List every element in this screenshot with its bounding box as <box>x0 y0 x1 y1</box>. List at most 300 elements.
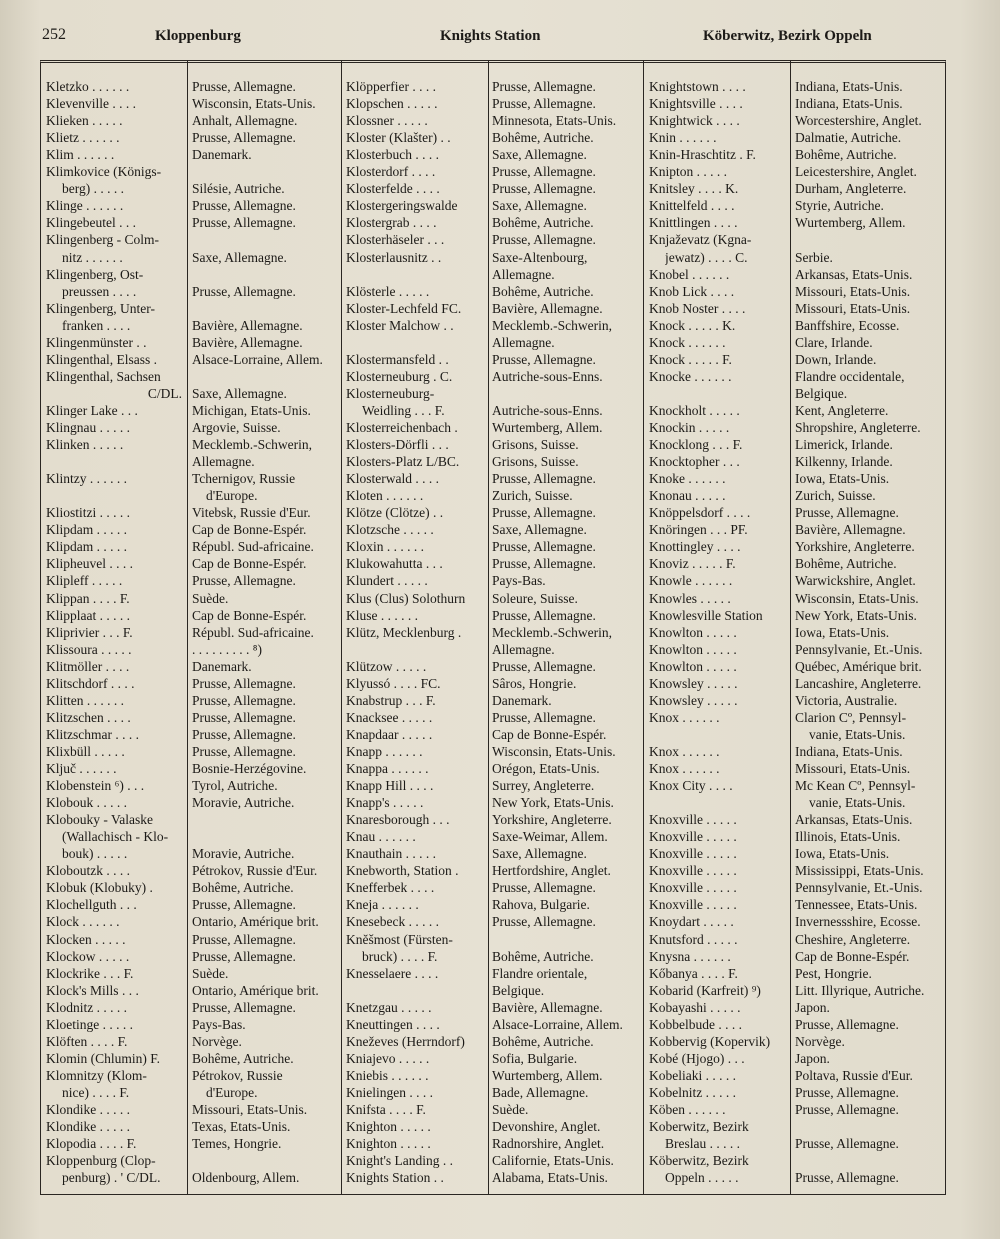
place-location: Prusse, Allemagne. <box>192 215 296 231</box>
place-name: Knifsta . . . . F. <box>346 1102 426 1117</box>
place-location: Tyrol, Autriche. <box>192 778 278 794</box>
place-name: Klissoura . . . . . <box>46 641 132 657</box>
place-location: Prusse, Allemagne. <box>795 505 899 521</box>
place-location: Missouri, Etats-Unis. <box>795 283 911 299</box>
place-name: Klobuk (Klobuky) . <box>46 880 153 896</box>
place-location: Prusse, Allemagne. <box>192 743 296 759</box>
place-name: Koberwitz, Bezirk <box>649 1119 749 1135</box>
place-location: Bavière, Allemagne. <box>492 300 603 316</box>
page-number: 252 <box>42 26 66 43</box>
place-location: Cap de Bonne-Espér. <box>192 556 307 572</box>
header-middle-entry: Knights Station <box>440 28 541 44</box>
place-location: Oldenbourg, Allem. <box>192 1170 300 1186</box>
place-location: Allemagne. <box>492 266 555 282</box>
place-name: Klosterlausnitz . . <box>346 249 442 265</box>
place-name: Knocklong . . . F. <box>649 437 743 453</box>
place-location: New York, Etats-Unis. <box>492 795 614 811</box>
place-name: Knightsville . . . . <box>649 96 743 112</box>
place-location: Pennsylvanie, Et.-Unis. <box>795 880 923 896</box>
place-location: Sofia, Bulgarie. <box>492 1050 578 1066</box>
place-name: Knockholt . . . . . <box>649 402 740 418</box>
place-location: Tchernigov, Russie <box>192 471 296 487</box>
place-location: Leicestershire, Anglet. <box>795 164 917 180</box>
place-location: Kent, Angleterre. <box>795 402 889 418</box>
place-name: Klingenmünster . . <box>46 334 147 350</box>
place-name: Klosterhäseler . . . <box>346 232 445 248</box>
place-name: Klöpperfier . . . . <box>346 79 436 94</box>
place-location: Saxe, Allemagne. <box>192 249 287 265</box>
place-name: jewatz) . . . . C. <box>665 249 748 265</box>
place-name: Knappa . . . . . . <box>346 761 429 776</box>
place-name: Klingenberg, Ost- <box>46 266 144 282</box>
place-name: Klixbüll . . . . . <box>46 743 125 759</box>
place-name: Klimkovice (Königs- <box>46 164 162 180</box>
place-name: Kobbervig (Kopervik) <box>649 1033 771 1049</box>
place-name: Klitten . . . . . . <box>46 692 124 708</box>
place-name: Knapp Hill . . . . <box>346 778 434 794</box>
place-location: Prusse, Allemagne. <box>795 1102 899 1117</box>
place-location: Bohême, Autriche. <box>795 556 897 572</box>
place-location: Prusse, Allemagne. <box>795 1136 899 1152</box>
place-location: Bohême, Autriche. <box>192 1050 294 1066</box>
place-location: Flandre orientale, <box>492 965 588 981</box>
place-name: Knĕšmost (Fürsten- <box>346 931 453 947</box>
place-name: Knottingley . . . . <box>649 539 741 555</box>
place-location: Indiana, Etats-Unis. <box>795 96 903 112</box>
place-name: Klopodia . . . . F. <box>46 1136 137 1152</box>
place-name: Knysna . . . . . . <box>649 948 731 964</box>
place-name: Knutsford . . . . . <box>649 931 738 947</box>
place-name: Knoydart . . . . . <box>649 914 734 930</box>
place-name: Knox . . . . . . <box>649 761 720 776</box>
place-location: Prusse, Allemagne. <box>492 880 596 896</box>
place-location: Mississippi, Etats-Unis. <box>795 863 924 879</box>
place-name: Klingnau . . . . . <box>46 420 130 435</box>
place-name: Weidling . . . F. <box>362 402 445 418</box>
place-location: Prusse, Allemagne. <box>492 79 596 94</box>
place-name: Kobayashi . . . . . <box>649 999 741 1015</box>
place-name: Knox . . . . . . <box>649 709 720 725</box>
place-name: Knjaževatz (Kgna- <box>649 232 752 248</box>
place-location: Bohême, Autriche. <box>795 147 897 163</box>
place-location: Saxe, Allemagne. <box>492 198 587 214</box>
place-name: Knocke . . . . . . <box>649 368 732 384</box>
place-name: Klevenville . . . . <box>46 96 136 112</box>
place-name: Oppeln . . . . . <box>665 1170 739 1186</box>
place-name: Knitsley . . . . K. <box>649 181 739 197</box>
place-name: Klipleff . . . . . <box>46 573 123 589</box>
place-location: Lancashire, Angleterre. <box>795 675 922 691</box>
place-name: Klockrike . . . F. <box>46 965 134 981</box>
place-name: Klütz, Mecklenburg . <box>346 624 462 640</box>
place-location: Rahova, Bulgarie. <box>492 897 590 913</box>
place-name: (Wallachisch - Klo- <box>62 829 169 845</box>
place-name: Klus (Clus) Solothurn <box>346 590 466 606</box>
place-location: Orégon, Etats-Unis. <box>492 761 600 776</box>
place-name: Knesebeck . . . . . <box>346 914 439 930</box>
place-name: Knapdaar . . . . . <box>346 726 433 742</box>
place-name: Kloboutzk . . . . <box>46 863 130 879</box>
place-name: Köben . . . . . . <box>649 1102 726 1117</box>
page-header <box>0 22 1000 52</box>
place-location: Prusse, Allemagne. <box>492 539 596 555</box>
place-location: Clare, Irlande. <box>795 334 873 350</box>
place-name: Klingenberg - Colm- <box>46 232 159 248</box>
place-name: Knox City . . . . <box>649 778 733 794</box>
place-name: Kobeliaki . . . . . <box>649 1067 736 1083</box>
place-location: Norvège. <box>192 1033 242 1049</box>
place-location: Indiana, Etats-Unis. <box>795 743 903 759</box>
place-location: d'Europe. <box>206 1084 258 1100</box>
place-location: Wisconsin, Etats-Unis. <box>192 96 316 112</box>
place-name: Klosterneuburg . C. <box>346 368 453 384</box>
place-location: Bosnie-Herzégovine. <box>192 761 307 776</box>
place-location: Suède. <box>492 1102 529 1117</box>
place-name: Knoke . . . . . . <box>649 471 726 487</box>
place-location: Ontario, Amérique brit. <box>192 914 319 930</box>
place-location: vanie, Etats-Unis. <box>809 795 906 811</box>
place-name: Klinken . . . . . <box>46 437 124 453</box>
place-name: Kobbelbude . . . . <box>649 1016 742 1032</box>
place-name: Klipplaat . . . . . <box>46 607 130 623</box>
place-name: Klosterwald . . . . <box>346 471 439 487</box>
place-location: Saxe, Allemagne. <box>192 385 287 401</box>
place-name: Knocktopher . . . <box>649 454 740 470</box>
place-location: Ontario, Amérique brit. <box>192 982 319 998</box>
place-name: Knoxville . . . . . <box>649 846 737 862</box>
place-name: Knacksee . . . . . <box>346 709 433 725</box>
place-location: Victoria, Australie. <box>795 692 898 708</box>
place-name: Knin-Hraschtitz . F. <box>649 147 756 163</box>
place-name: Kloetinge . . . . . <box>46 1016 133 1032</box>
place-location: Prusse, Allemagne. <box>192 573 296 589</box>
place-location: Prusse, Allemagne. <box>192 999 296 1015</box>
place-name: Klitmöller . . . . <box>46 658 130 674</box>
place-location: Bohême, Autriche. <box>492 1033 594 1049</box>
place-location: Danemark. <box>192 658 252 674</box>
place-location: Prusse, Allemagne. <box>192 897 296 913</box>
place-name: nice) . . . . F. <box>62 1084 130 1100</box>
place-name: Klomin (Chlumin) F. <box>46 1050 161 1066</box>
place-name: Knefferbek . . . . <box>346 880 435 896</box>
place-location: Surrey, Angleterre. <box>492 778 595 794</box>
place-name: Klingenthal, Elsass . <box>46 351 157 367</box>
place-name: Klöften . . . . F. <box>46 1033 128 1049</box>
header-last-entry: Köberwitz, Bezirk Oppeln <box>703 28 872 44</box>
place-location: Grisons, Suisse. <box>492 454 579 470</box>
place-name: Klosterneuburg- <box>346 385 435 401</box>
place-location: Prusse, Allemagne. <box>492 471 596 487</box>
place-location: Autriche-sous-Enns. <box>492 368 603 384</box>
place-location: Missouri, Etats-Unis. <box>795 761 911 776</box>
place-location: Yorkshire, Angleterre. <box>795 539 915 555</box>
place-name: Knau . . . . . . <box>346 829 416 845</box>
place-location: Alsace-Lorraine, Allem. <box>492 1016 623 1032</box>
place-name: Knightstown . . . . <box>649 79 746 94</box>
place-location: Bavière, Allemagne. <box>192 334 303 350</box>
place-location: Danemark. <box>192 147 252 163</box>
place-location: Iowa, Etats-Unis. <box>795 471 890 487</box>
place-name: Klostergeringswalde <box>346 198 458 214</box>
place-location: Prusse, Allemagne. <box>795 1170 899 1186</box>
place-name: Knoxville . . . . . <box>649 829 737 845</box>
place-location: Michigan, Etats-Unis. <box>192 402 311 418</box>
place-location: Allemagne. <box>492 334 555 350</box>
place-name: Knapp . . . . . . <box>346 743 423 759</box>
place-name: Knoxville . . . . . <box>649 812 737 828</box>
place-location: Flandre occidentale, <box>795 368 905 384</box>
place-location: Prusse, Allemagne. <box>492 505 596 521</box>
place-name: Knob Noster . . . . <box>649 300 746 316</box>
place-name: Knoxville . . . . . <box>649 897 737 913</box>
place-location: Prusse, Allemagne. <box>192 948 296 964</box>
place-name: Kobé (Hjogo) . . . <box>649 1050 745 1066</box>
place-location: Bohême, Autriche. <box>492 283 594 299</box>
place-name: Knabstrup . . . F. <box>346 692 436 708</box>
place-name: Knin . . . . . . <box>649 130 717 146</box>
place-location: Wisconsin, Etats-Unis. <box>795 590 919 606</box>
place-name: Klingenthal, Sachsen <box>46 368 161 384</box>
place-location: Prusse, Allemagne. <box>795 1016 899 1032</box>
place-location: Saxe-Altenbourg, <box>492 249 588 265</box>
place-name: Klossner . . . . . <box>346 113 428 129</box>
place-name: Knoviz . . . . . F. <box>649 556 736 572</box>
place-name: Kniajevo . . . . . <box>346 1050 430 1066</box>
place-name: Klotzsche . . . . . <box>346 522 434 538</box>
place-name: Kneuttingen . . . . <box>346 1016 440 1032</box>
place-name: Kliprivier . . . F. <box>46 624 133 640</box>
place-name: Knipton . . . . . <box>649 164 728 180</box>
place-location: Cap de Bonne-Espér. <box>192 522 307 538</box>
place-location: Danemark. <box>492 692 552 708</box>
place-location: Pétrokov, Russie <box>192 1067 283 1083</box>
place-location: Iowa, Etats-Unis. <box>795 624 890 640</box>
place-name: Knighton . . . . . <box>346 1119 431 1135</box>
place-name: Knielingen . . . . <box>346 1084 433 1100</box>
place-location: Bohême, Autriche. <box>492 948 594 964</box>
place-name: Knock . . . . . . <box>649 334 726 350</box>
place-name: Klosters-Dörfli . . . <box>346 437 449 453</box>
place-location: Wurtemberg, Allem. <box>795 215 906 231</box>
place-location: Missouri, Etats-Unis. <box>192 1102 308 1117</box>
place-location: Pennsylvanie, Et.-Unis. <box>795 641 923 657</box>
place-location: Cheshire, Angleterre. <box>795 931 911 947</box>
place-name: Klodnitz . . . . . <box>46 999 127 1015</box>
place-name: Klinge . . . . . . <box>46 198 124 214</box>
place-location: Suède. <box>192 965 229 981</box>
place-location: Allemagne. <box>192 454 255 470</box>
place-name: Klondike . . . . . <box>46 1119 130 1135</box>
place-name: Klipdam . . . . . <box>46 539 127 555</box>
place-name: Klundert . . . . . <box>346 573 428 589</box>
place-name: Knoxville . . . . . <box>649 863 737 879</box>
place-name: Knowle . . . . . . <box>649 573 733 589</box>
place-location: Prusse, Allemagne. <box>492 351 596 367</box>
place-location: Serbie. <box>795 249 833 265</box>
place-location: Limerick, Irlande. <box>795 437 893 453</box>
place-location: Pétrokov, Russie d'Eur. <box>192 863 318 879</box>
place-name: Klosterfelde . . . . <box>346 181 440 197</box>
place-name: Kluse . . . . . . <box>346 607 418 623</box>
place-location: Kilkenny, Irlande. <box>795 454 893 470</box>
place-location: Prusse, Allemagne. <box>192 198 296 214</box>
column-divider <box>341 60 342 1195</box>
place-location: . . . . . . . . . ⁸) <box>192 641 262 657</box>
place-name: Kőbanya . . . . F. <box>649 965 738 981</box>
place-location: Alsace-Lorraine, Allem. <box>192 351 323 367</box>
place-name: Klukowahutta . . . <box>346 556 443 572</box>
place-location: Prusse, Allemagne. <box>192 675 296 691</box>
place-location: Républ. Sud-africaine. <box>192 539 314 555</box>
place-name: Kobarid (Karfreit) ⁹) <box>649 982 761 998</box>
place-location: Wurtemberg, Allem. <box>492 1067 603 1083</box>
place-name: Knock . . . . . K. <box>649 317 736 333</box>
place-name: Klobenstein ⁶) . . . <box>46 778 145 794</box>
place-location: vanie, Etats-Unis. <box>809 726 906 742</box>
place-name: Klinger Lake . . . <box>46 402 138 418</box>
place-name: Kobelnitz . . . . . <box>649 1084 736 1100</box>
place-location: Suède. <box>192 590 229 606</box>
place-location: Prusse, Allemagne. <box>192 130 296 146</box>
place-name: Knöppelsdorf . . . . <box>649 505 751 521</box>
place-name: Klosterreichenbach . <box>346 420 458 435</box>
place-name: Klipheuvel . . . . <box>46 556 133 572</box>
place-location: Cap de Bonne-Espér. <box>492 726 607 742</box>
place-location: Cap de Bonne-Espér. <box>192 607 307 623</box>
place-location: Dalmatie, Autriche. <box>795 130 902 146</box>
place-location: Illinois, Etats-Unis. <box>795 829 901 845</box>
header-first-entry: Kloppenburg <box>155 28 241 44</box>
place-name: Kloster-Lechfeld FC. <box>346 300 462 316</box>
place-location: Québec, Amérique brit. <box>795 658 922 674</box>
place-name: Knowsley . . . . . <box>649 692 738 708</box>
place-location: Prusse, Allemagne. <box>492 181 596 197</box>
place-location: Yorkshire, Angleterre. <box>492 812 612 828</box>
place-name: penburg) . ' C/DL. <box>62 1170 161 1186</box>
place-location: Silésie, Autriche. <box>192 181 285 197</box>
place-name: Kniebis . . . . . . <box>346 1067 429 1083</box>
place-name: Knock . . . . . F. <box>649 351 732 367</box>
place-name: Klosters-Platz L/BC. <box>346 454 460 470</box>
place-location: d'Europe. <box>206 488 258 504</box>
place-location: Shropshire, Angleterre. <box>795 420 921 435</box>
place-location: Prusse, Allemagne. <box>795 1084 899 1100</box>
place-name: nitz . . . . . . <box>62 249 123 265</box>
place-name: Ključ . . . . . . <box>46 761 117 776</box>
place-location: Pest, Hongrie. <box>795 965 872 981</box>
place-location: Prusse, Allemagne. <box>192 283 296 299</box>
place-location: Zurich, Suisse. <box>492 488 573 504</box>
place-name: Kloxin . . . . . . <box>346 539 425 555</box>
place-name: Klopschen . . . . . <box>346 96 438 112</box>
place-name: preussen . . . . <box>62 283 137 299</box>
place-location: Warwickshire, Anglet. <box>795 573 916 589</box>
place-location: Missouri, Etats-Unis. <box>795 300 911 316</box>
place-location: Indiana, Etats-Unis. <box>795 79 903 94</box>
place-location: Zurich, Suisse. <box>795 488 876 504</box>
place-name: Kloster Malchow . . <box>346 317 454 333</box>
place-location: Styrie, Autriche. <box>795 198 884 214</box>
place-name: Klützow . . . . . <box>346 658 427 674</box>
column-divider <box>790 60 791 1195</box>
place-location: Vitebsk, Russie d'Eur. <box>192 505 311 521</box>
place-location: Wisconsin, Etats-Unis. <box>492 743 616 759</box>
place-location: Radnorshire, Anglet. <box>492 1136 605 1152</box>
place-name: Kliostitzi . . . . . <box>46 505 130 521</box>
place-name: Knittlingen . . . . <box>649 215 738 231</box>
place-location: Prusse, Allemagne. <box>492 914 596 930</box>
place-name: Knighton . . . . . <box>346 1136 431 1152</box>
place-name: Klintzy . . . . . . <box>46 471 127 487</box>
place-location: Prusse, Allemagne. <box>492 96 596 112</box>
place-name: Knox . . . . . . <box>649 743 720 759</box>
place-name: Klyussó . . . . FC. <box>346 675 441 691</box>
place-name: Knockin . . . . . <box>649 420 730 435</box>
place-location: Wurtemberg, Allem. <box>492 420 603 435</box>
place-name: Klippan . . . . F. <box>46 590 130 606</box>
place-location: Prusse, Allemagne. <box>192 931 296 947</box>
place-name: Klietz . . . . . . <box>46 130 120 146</box>
place-location: Mecklemb.-Schwerin, <box>192 437 312 453</box>
place-name: Klostermansfeld . . <box>346 351 449 367</box>
place-location: Prusse, Allemagne. <box>492 658 596 674</box>
place-location: Tennessee, Etats-Unis. <box>795 897 918 913</box>
place-name: Knaresborough . . . <box>346 812 450 828</box>
place-location: Alabama, Etats-Unis. <box>492 1170 608 1186</box>
place-name: Knob Lick . . . . <box>649 283 735 299</box>
place-location: Worcestershire, Anglet. <box>795 113 922 129</box>
place-location: Prusse, Allemagne. <box>192 692 296 708</box>
place-location: Autriche-sous-Enns. <box>492 402 603 418</box>
place-name: Knonau . . . . . <box>649 488 726 504</box>
place-location: Texas, Etats-Unis. <box>192 1119 291 1135</box>
place-location: Bavière, Allemagne. <box>192 317 303 333</box>
place-location: Cap de Bonne-Espér. <box>795 948 910 964</box>
place-location: Californie, Etats-Unis. <box>492 1153 614 1169</box>
place-location: Down, Irlande. <box>795 351 877 367</box>
place-location: Bohême, Autriche. <box>492 130 594 146</box>
place-location: Belgique. <box>795 385 848 401</box>
place-name: Knightwick . . . . <box>649 113 740 129</box>
place-location: Mecklemb.-Schwerin, <box>492 317 612 333</box>
place-name: bruck) . . . . F. <box>362 948 438 964</box>
place-name: Klitschdorf . . . . <box>46 675 135 691</box>
place-name: Knesselaere . . . . <box>346 965 439 981</box>
place-name: bouk) . . . . . <box>62 846 128 862</box>
place-location: Durham, Angleterre. <box>795 181 907 197</box>
place-name: Klondike . . . . . <box>46 1102 130 1117</box>
place-name: Kneja . . . . . . <box>346 897 419 913</box>
place-name: Kloten . . . . . . <box>346 488 424 504</box>
place-location: Japon. <box>795 1050 830 1066</box>
place-location: Devonshire, Anglet. <box>492 1119 601 1135</box>
place-name: franken . . . . <box>62 317 131 333</box>
place-name: Klock . . . . . . <box>46 914 120 930</box>
place-location: Poltava, Russie d'Eur. <box>795 1067 913 1083</box>
place-name: Klipdam . . . . . <box>46 522 127 538</box>
place-location: Prusse, Allemagne. <box>492 607 596 623</box>
place-location: Arkansas, Etats-Unis. <box>795 266 913 282</box>
place-name: Knowles . . . . . <box>649 590 731 606</box>
place-location: Mecklemb.-Schwerin, <box>492 624 612 640</box>
place-location: Arkansas, Etats-Unis. <box>795 812 913 828</box>
place-location: Bavière, Allemagne. <box>492 999 603 1015</box>
place-name: Klochellguth . . . <box>46 897 137 913</box>
place-name: Knittelfeld . . . . <box>649 198 735 214</box>
place-location: Hertfordshire, Anglet. <box>492 863 611 879</box>
place-name: berg) . . . . . <box>62 181 124 197</box>
column-divider <box>488 60 489 1195</box>
